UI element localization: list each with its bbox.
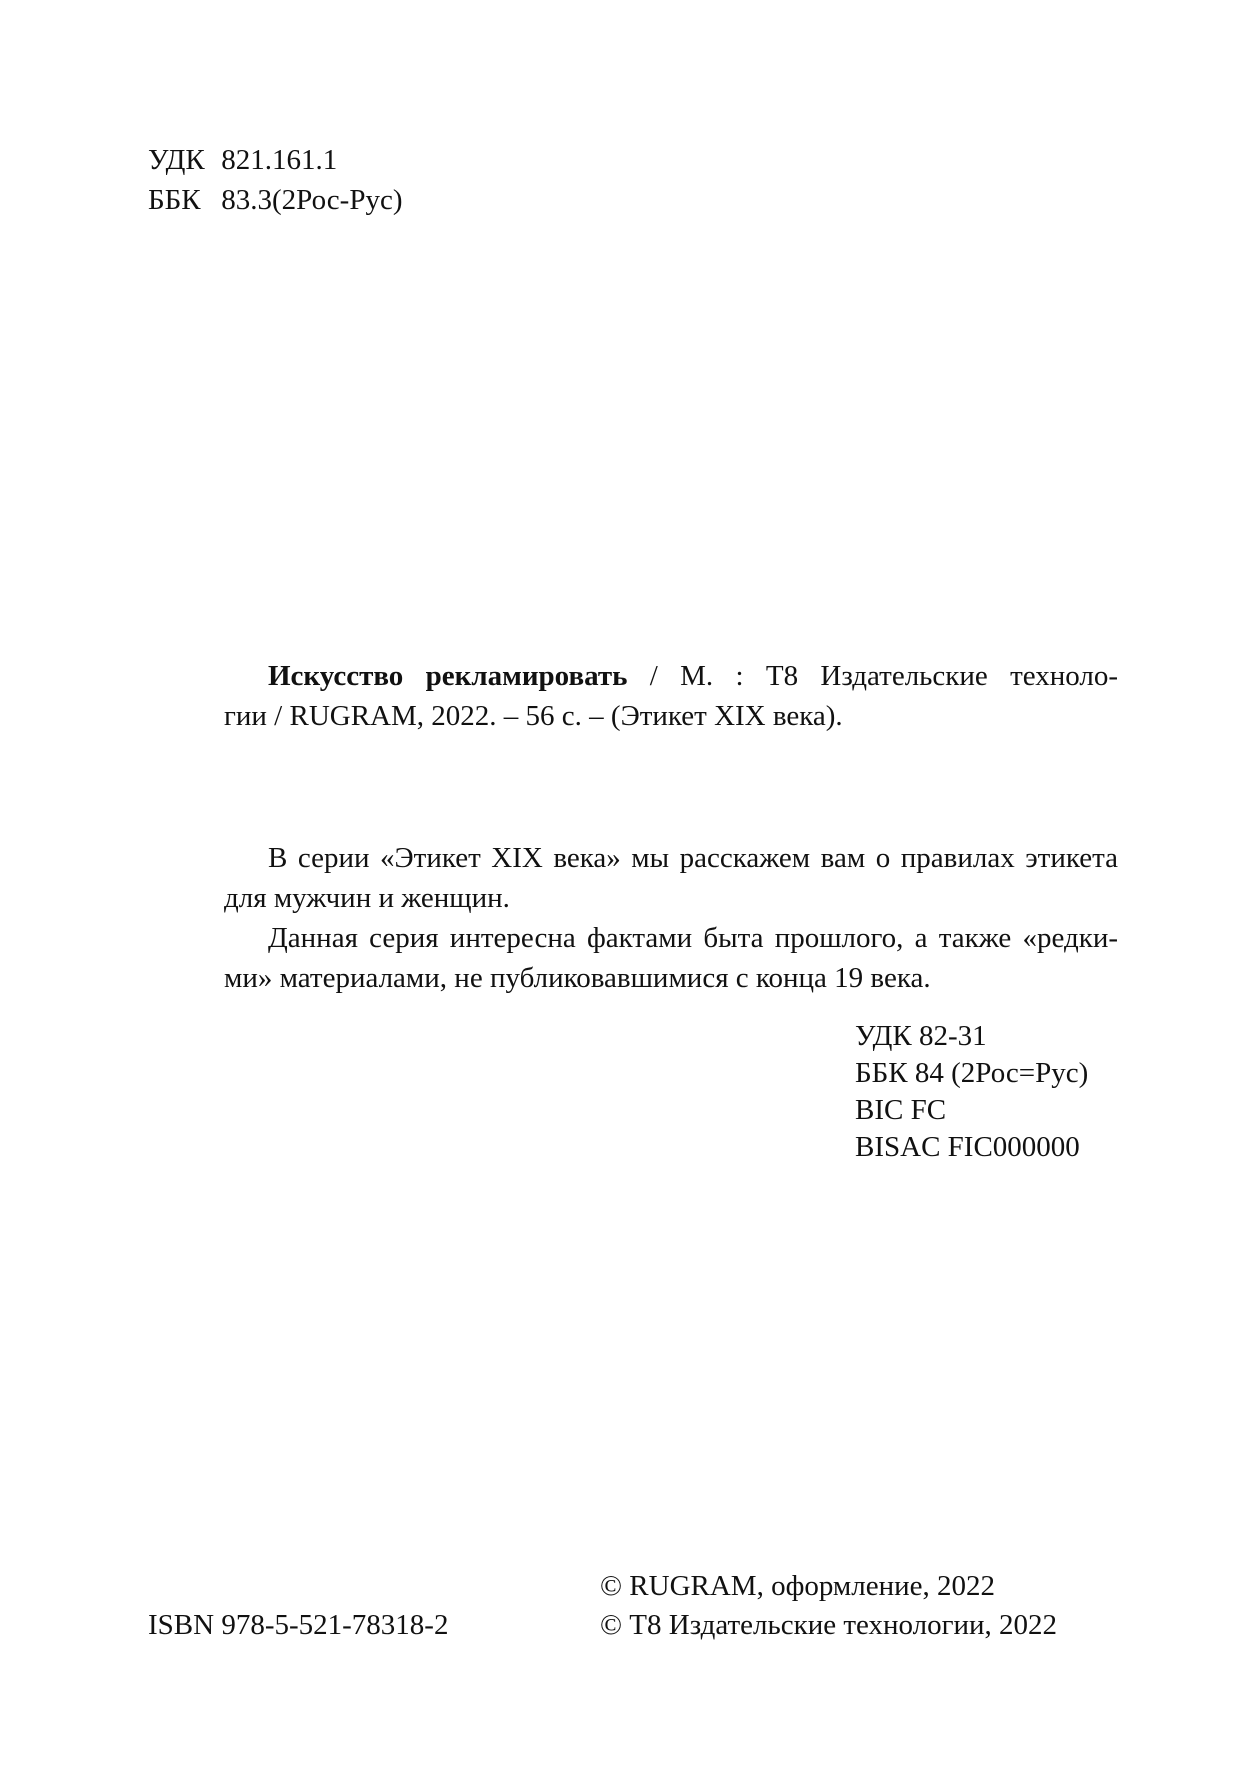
annotation-p1-line-1: В серии «Этикет XIX века» мы расскажем вам о правилах этикета [268,842,1118,874]
bibliographic-publisher: / М. : Т8 Издательские техноло- [627,660,1119,692]
bbk-value: 83.3(2Рос-Рус) [221,184,403,216]
copyright-line-1: © RUGRAM, оформление, 2022 [600,1570,996,1602]
annotation-p2-line-1: Данная серия интересна фактами быта прошлого, а также «редки- [268,922,1118,954]
copyright-block [600,1567,1057,1645]
isbn: ISBN 978-5-521-78318-2 [148,1609,449,1641]
bbk-code: ББК 84 (2Рос=Рус) [855,1057,1089,1089]
annotation-paragraph-1 [224,838,1118,918]
classification-right [855,1018,1088,1166]
bbk-row [148,180,402,220]
bbk-label: ББК [148,184,201,216]
bibliographic-line-2: гии / RUGRAM, 2022. – 56 с. – (Этикет XIX века). [224,700,843,732]
bibliographic-entry [224,656,1118,736]
udk-row [148,140,402,180]
bibliographic-line-1 [224,656,1118,696]
bisac-code: BISAC FIC000000 [855,1131,1080,1163]
udk-code: УДК 82-31 [855,1020,987,1052]
udk-label: УДК [148,144,205,176]
annotation-p2-line-2: ми» материалами, не публиковавшимися с конца 19 века. [224,962,931,994]
copyright-line-2: © Т8 Издательские технологии, 2022 [600,1609,1058,1641]
bic-code: BIC FC [855,1094,947,1126]
classification-top [148,140,402,220]
annotation-p1-line-2: для мужчин и женщин. [224,882,510,914]
annotation-paragraph-2 [224,918,1118,998]
udk-value: 821.161.1 [221,144,338,176]
book-title: Искусство рекламировать [268,660,628,692]
